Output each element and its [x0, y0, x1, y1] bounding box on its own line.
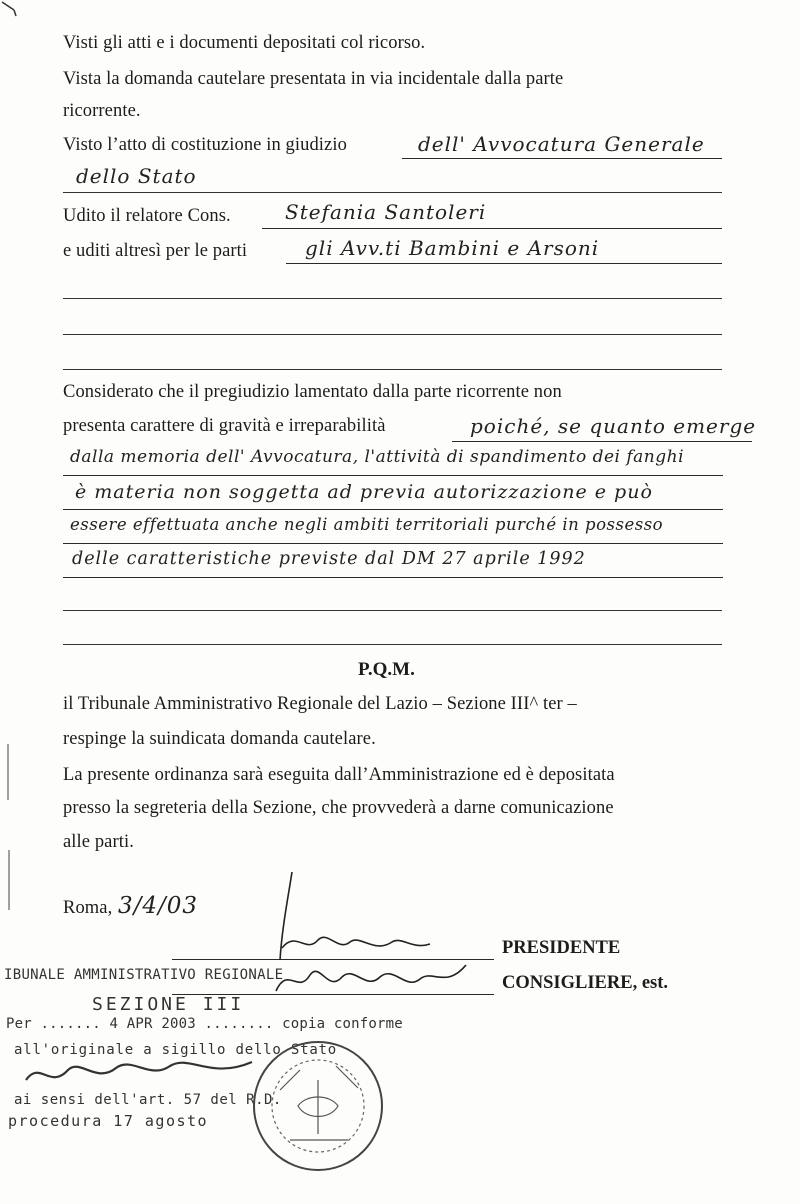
- considerato-underline-0: [452, 441, 752, 442]
- parti-handwriting: gli Avv.ti Bambini e Arsoni: [305, 236, 600, 260]
- considerato-underline-3: [63, 543, 723, 544]
- considerato-handwriting-3: essere effettuata anche negli ambiti territoriali purché in possesso: [70, 515, 664, 534]
- president-title: PRESIDENTE: [502, 938, 621, 958]
- parti-underline: [286, 263, 722, 264]
- considerato-line-2: presenta carattere di gravità e irreparabilità: [63, 416, 386, 436]
- costituzione-underline-2: [63, 192, 722, 193]
- pqm-paragraph-2-line-1: La presente ordinanza sarà eseguita dall’Amministrazione ed è depositata: [63, 765, 615, 785]
- considerato-handwriting-2: è materia non soggetta ad previa autorizzazione e può: [75, 481, 653, 503]
- counsellor-title: CONSIGLIERE, est.: [502, 973, 669, 993]
- relatore-underline: [262, 228, 722, 229]
- relatore-handwriting: Stefania Santoleri: [285, 200, 487, 224]
- blank-rule-2: [63, 334, 722, 335]
- stamp-line-6: procedura 17 agosto: [8, 1112, 209, 1130]
- intro-line-2: Vista la domanda cautelare presentata in via incidentale dalla parte: [63, 69, 564, 89]
- blank-rule-4: [63, 610, 722, 611]
- blank-rule-5: [63, 644, 722, 645]
- considerato-handwriting-1: dalla memoria dell' Avvocatura, l'attività di spandimento dei fanghi: [70, 447, 685, 467]
- state-seal: [240, 1030, 400, 1185]
- stamp-line-4: all'originale a sigillo dello Stato: [14, 1042, 338, 1058]
- considerato-underline-4: [63, 577, 723, 578]
- place-label: Roma,: [63, 898, 113, 918]
- considerato-underline-2: [63, 509, 723, 510]
- costituzione-handwriting-1: dell' Avvocatura Generale: [418, 132, 705, 156]
- margin-mark: [6, 740, 12, 925]
- considerato-line-1: Considerato che il pregiudizio lamentato dalla parte ricorrente non: [63, 382, 562, 402]
- pqm-paragraph-1-line-2: respinge la suindicata domanda cautelare.: [63, 729, 376, 749]
- costituzione-handwriting-2: dello Stato: [76, 164, 197, 188]
- stamp-line-5: ai sensi dell'art. 57 del R.D.: [14, 1092, 282, 1108]
- costituzione-underline: [402, 158, 722, 159]
- stamp-line-2: SEZIONE III: [92, 994, 245, 1015]
- intro-line-1: Visti gli atti e i documenti depositati col ricorso.: [63, 33, 426, 53]
- blank-rule-3: [63, 369, 722, 370]
- pqm-paragraph-1-line-1: il Tribunale Amministrativo Regionale del Lazio – Sezione III^ ter –: [63, 694, 577, 714]
- corner-mark: [0, 0, 24, 25]
- blank-rule-1: [63, 298, 722, 299]
- considerato-handwriting-4: delle caratteristiche previste dal DM 27 aprile 1992: [72, 549, 586, 569]
- stamp-line-1: IBUNALE AMMINISTRATIVO REGIONALE: [4, 967, 284, 983]
- considerato-underline-1: [63, 475, 723, 476]
- pqm-heading: P.Q.M.: [358, 659, 415, 680]
- president-signature: [262, 868, 452, 968]
- intro-line-3: ricorrente.: [63, 101, 141, 121]
- pqm-paragraph-2-line-3: alle parti.: [63, 832, 134, 852]
- stamp-signature: [20, 1040, 260, 1105]
- stamp-line-3: Per ....... 4 APR 2003 ........ copia conforme: [6, 1016, 403, 1032]
- considerato-handwriting-0: poiché, se quanto emerge: [470, 414, 757, 438]
- costituzione-label: Visto l’atto di costituzione in giudizio: [63, 135, 347, 155]
- counsellor-signature: [270, 955, 480, 1005]
- date-handwriting: 3/4/03: [118, 893, 199, 919]
- relatore-label: Udito il relatore Cons.: [63, 206, 231, 226]
- pqm-paragraph-2-line-2: presso la segreteria della Sezione, che provvederà a darne comunicazione: [63, 798, 614, 818]
- parti-label: e uditi altresì per le parti: [63, 241, 248, 261]
